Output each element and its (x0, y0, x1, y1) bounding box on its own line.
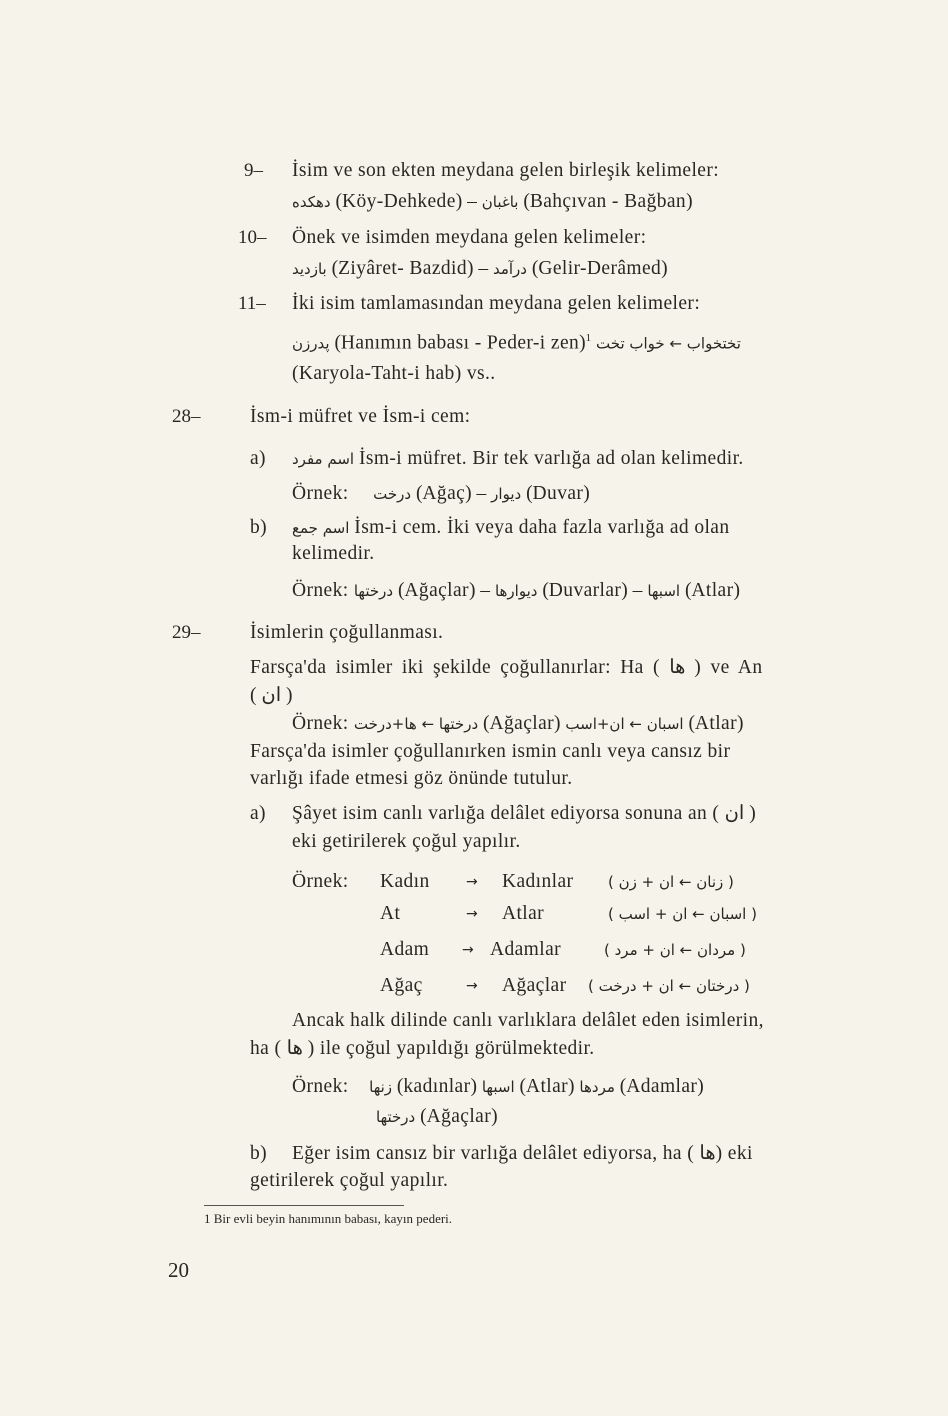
example-text: (Duvarlar) – (542, 580, 643, 601)
arabic-word: بازديد (292, 260, 327, 278)
arabic-word: اسم مفرد (292, 450, 355, 468)
s29-paragraph-2-cont: varlığı ifade etmesi göz önünde tutulur. (250, 768, 573, 789)
list-label-b: b) (250, 1143, 268, 1164)
example-label: Örnek: (292, 1076, 349, 1097)
s29-b-text-cont: getirilerek çoğul yapılır. (250, 1170, 449, 1191)
arabic-word: درختها (376, 1108, 416, 1126)
arabic-word: زنها (369, 1078, 393, 1096)
item-10-example (292, 256, 668, 282)
example-text: (kadınlar) (396, 1076, 477, 1097)
arabic-word: اسم جمع (292, 519, 350, 537)
footnote-marker: 1 (585, 332, 592, 344)
arrow-right-icon: → (466, 874, 479, 890)
arabic-word: تختخواب ← خواب تخت (596, 334, 741, 353)
singular-word: At (380, 903, 401, 924)
item-11-example-cont: (Karyola-Taht-i hab) vs.. (292, 363, 496, 384)
s28-a-text (292, 446, 744, 472)
example-text: (Hanımın babası - Peder-i zen) (334, 332, 586, 354)
list-label-b: b) (250, 517, 268, 538)
arabic-formula: ( زنان ← ان + زن ) (608, 873, 734, 891)
item-number-9: 9– (244, 160, 263, 181)
example-text: (Ağaçlar) (483, 713, 561, 734)
arabic-word: باغبان (481, 193, 519, 211)
item-number-11: 11– (238, 293, 266, 314)
example-label: Örnek: (292, 483, 349, 504)
s28-b-example (292, 578, 740, 604)
s29-paragraph-2: Farsça'da isimler çoğullanırken ismin canlı veya cansız bir (250, 741, 731, 762)
example-text: (Adamlar) (619, 1076, 704, 1097)
example-text: (Duvar) (526, 483, 590, 504)
arabic-word: درخت (373, 485, 412, 503)
arabic-word: درختها ← ها+درخت (353, 715, 479, 733)
example-text: (Ağaçlar) (420, 1106, 498, 1127)
s29-example-1 (292, 711, 744, 737)
arabic-word: درآمد (492, 260, 527, 278)
definition-text: İsm-i cem. İki veya daha fazla varlığa ad olan (354, 517, 730, 538)
arabic-word: اسبها (647, 582, 681, 600)
example-text: (Ağaçlar) – (397, 580, 491, 601)
singular-word: Adam (380, 939, 430, 960)
s28-b-text-cont: kelimedir. (292, 543, 375, 564)
s29-example-2 (292, 1074, 704, 1100)
section-number-29: 29– (172, 622, 201, 643)
arabic-word: دهکده (292, 193, 331, 211)
list-label-a: a) (250, 448, 266, 469)
example-text: (Bahçıvan - Bağban) (523, 191, 693, 212)
arabic-word: درختها (353, 582, 394, 600)
table-example-label: Örnek: (292, 871, 349, 892)
plural-word: Atlar (502, 903, 545, 924)
arrow-right-icon: → (466, 978, 479, 994)
plural-word: Kadınlar (502, 871, 574, 892)
section-number-28: 28– (172, 406, 201, 427)
arabic-word: مردها (579, 1078, 615, 1096)
example-text: (Atlar) (519, 1076, 575, 1097)
example-text: (Gelir-Derâmed) (531, 258, 668, 279)
arabic-formula: ( درختان ← ان + درخت ) (588, 977, 750, 995)
arabic-word: اسبان ← ان+اسب (565, 715, 684, 733)
s29-a-text: Şâyet isim canlı varlığa delâlet ediyorsa sonuna an ( ان ) (292, 803, 757, 824)
s29-paragraph-4: Ancak halk dilinde canlı varlıklara delâlet eden isimlerin, (292, 1010, 764, 1031)
page-number: 20 (168, 1258, 189, 1282)
item-11-text: İki isim tamlamasından meydana gelen kelimeler: (292, 293, 701, 314)
singular-word: Kadın (380, 871, 430, 892)
s28-a-example (292, 481, 590, 507)
s29-example-2-cont (376, 1104, 498, 1130)
plural-word: Adamlar (490, 939, 562, 960)
section-29-title: İsimlerin çoğullanması. (250, 622, 444, 643)
definition-text: İsm-i müfret. Bir tek varlığa ad olan kelimedir. (358, 448, 744, 469)
s29-a-text-cont: eki getirilerek çoğul yapılır. (292, 831, 521, 852)
s29-paragraph-4-cont: ha ( ها ) ile çoğul yapıldığı görülmektedir. (250, 1038, 595, 1059)
arrow-right-icon: → (466, 906, 479, 922)
item-9-example (292, 189, 693, 215)
arabic-formula: ( مردان ← ان + مرد ) (604, 941, 746, 959)
item-number-10: 10– (238, 227, 267, 248)
example-text: (Köy-Dehkede) – (335, 191, 477, 212)
list-label-a: a) (250, 803, 266, 824)
arabic-word: ديوارها (494, 582, 538, 600)
example-label: Örnek: (292, 580, 349, 601)
item-11-example (292, 325, 741, 357)
item-10-text: Önek ve isimden meydana gelen kelimeler: (292, 227, 647, 248)
example-text: (Ağaç) – (415, 483, 487, 504)
arrow-right-icon: → (462, 942, 475, 958)
example-label: Örnek: (292, 713, 349, 734)
plural-word: Ağaçlar (502, 975, 567, 996)
s29-paragraph-1-cont: ( ان ) (250, 685, 293, 706)
s29-paragraph-1: Farsça'da isimler iki şekilde çoğullanırlar: Ha ( ها ) ve An (250, 657, 763, 678)
s28-b-text (292, 515, 730, 541)
item-9-text: İsim ve son ekten meydana gelen birleşik kelimeler: (292, 160, 720, 181)
footnote: 1 Bir evli beyin hanımının babası, kayın pederi. (204, 1211, 453, 1226)
arabic-word: پدرزن (292, 334, 330, 353)
example-text: (Atlar) (684, 580, 740, 601)
arabic-word: ديوار (491, 485, 522, 503)
section-28-title: İsm-i müfret ve İsm-i cem: (250, 406, 471, 427)
example-text: (Atlar) (688, 713, 744, 734)
singular-word: Ağaç (380, 975, 423, 996)
arabic-formula: ( اسبان ← ان + اسب ) (608, 905, 757, 923)
example-text: (Ziyâret- Bazdid) – (331, 258, 489, 279)
footnote-divider (204, 1205, 404, 1206)
arabic-word: اسبها (481, 1078, 515, 1096)
s29-b-text: Eğer isim cansız bir varlığa delâlet ediyorsa, ha ( ها) eki (292, 1143, 753, 1164)
